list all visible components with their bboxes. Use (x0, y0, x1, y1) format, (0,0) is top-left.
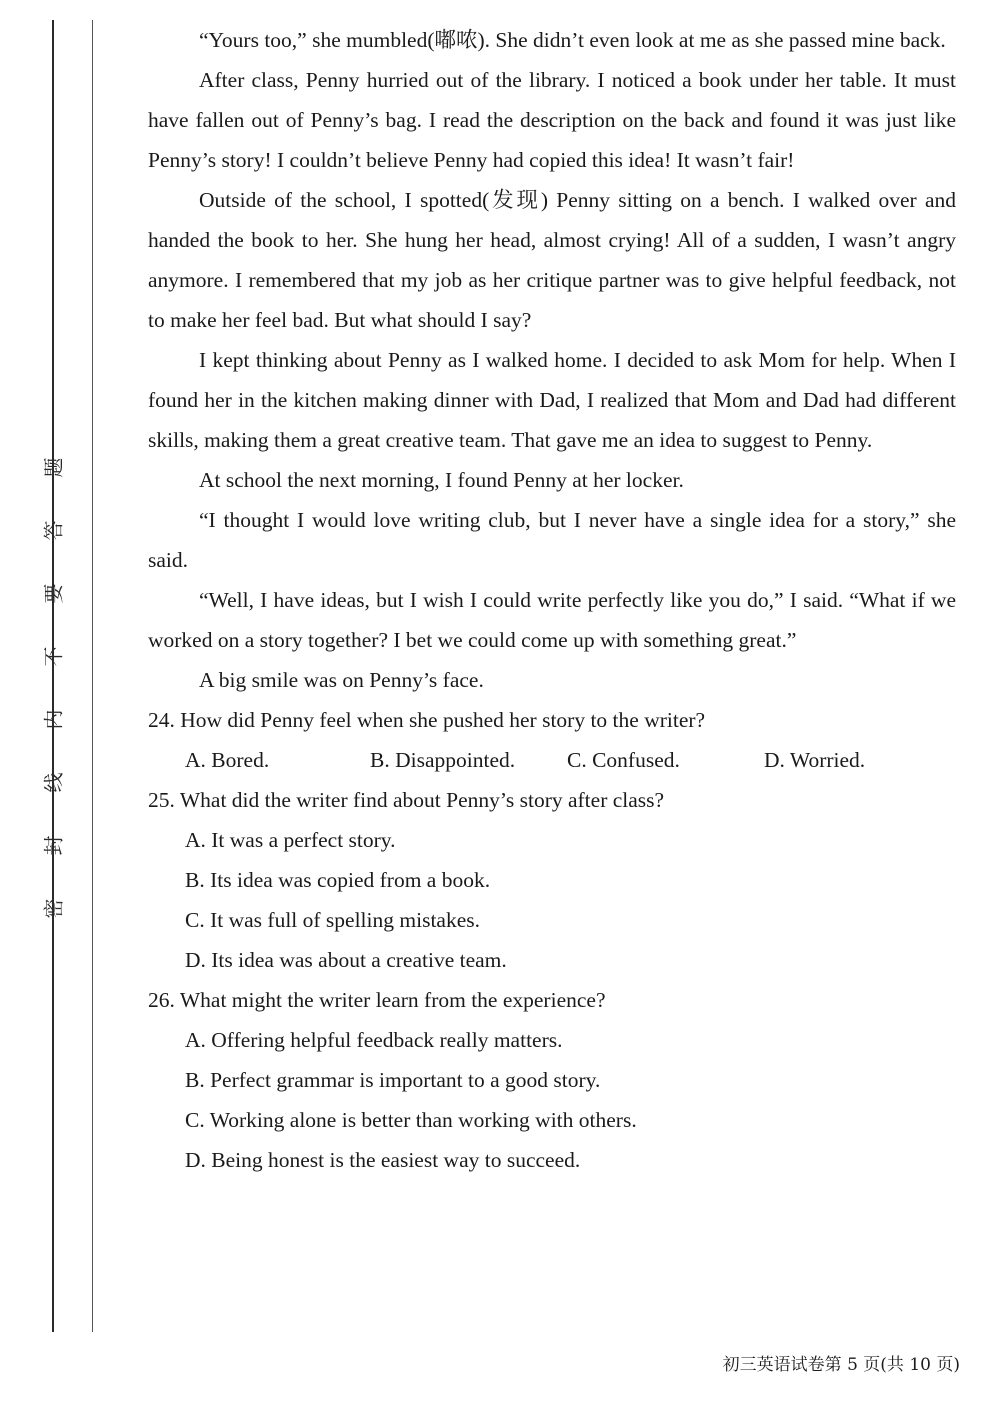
seal-char: 要 (41, 583, 66, 604)
page-footer: 初三英语试卷第 5 页(共 10 页) (722, 1355, 960, 1375)
seal-char: 题 (41, 457, 66, 478)
option-d: D. Being honest is the easiest way to succeed. (185, 1148, 581, 1172)
option-c: C. Working alone is better than working with others. (185, 1108, 637, 1132)
question-stem: 26. What might the writer learn from the experience? (148, 988, 606, 1012)
question-24 (148, 700, 956, 780)
option-a: A. Bored. (185, 748, 270, 772)
passage-paragraph: “Yours too,” she mumbled(嘟哝). She didn’t even look at me as she passed mine back. (199, 28, 946, 52)
seal-warning-text (41, 436, 90, 940)
question-stem: 24. How did Penny feel when she pushed her story to the writer? (148, 708, 706, 732)
passage-paragraph: A big smile was on Penny’s face. (199, 668, 484, 692)
seal-char: 线 (41, 772, 66, 793)
seal-char: 内 (41, 709, 66, 730)
seal-char: 答 (41, 520, 66, 541)
passage-paragraph: Outside of the school, I spotted(发现) Penny sitting on a bench. I walked over and handed the book to her. She hung her head, almost crying! All of a sudden, I wasn’t angry anymore. I remembered that my job as her critique partner was to give helpful feedback, not to make her feel bad. But what should I say? (148, 188, 956, 332)
passage-paragraph: “Well, I have ideas, but I wish I could write perfectly like you do,” I said. “What if we worked on a story together? I bet we could come up with something great.” (148, 588, 956, 652)
seal-char: 密 (41, 898, 66, 919)
passage-paragraph: I kept thinking about Penny as I walked home. I decided to ask Mom for help. When I found her in the kitchen making dinner with Dad, I realized that Mom and Dad had different skills, making them a great creative team. That gave me an idea to suggest to Penny. (148, 348, 956, 452)
passage-paragraph: After class, Penny hurried out of the library. I noticed a book under her table. It must have fallen out of Penny’s bag. I read the description on the back and found it was just like Penny’s story! I couldn’t believe Penny had copied this idea! It wasn’t fair! (148, 68, 956, 172)
question-25 (148, 780, 956, 980)
option-d: D. Worried. (764, 748, 866, 772)
main-content (148, 20, 956, 1180)
question-26 (148, 980, 956, 1180)
passage-paragraph: “I thought I would love writing club, but I never have a single idea for a story,” she said. (148, 508, 956, 572)
seal-binding-area (0, 0, 150, 1403)
seal-char: 封 (41, 835, 66, 856)
option-b: B. Its idea was copied from a book. (185, 868, 491, 892)
option-c: C. It was full of spelling mistakes. (185, 908, 480, 932)
seal-line-inner (92, 20, 93, 1332)
option-c: C. Confused. (567, 748, 680, 772)
option-b: B. Disappointed. (370, 748, 516, 772)
question-stem: 25. What did the writer find about Penny’s story after class? (148, 788, 665, 812)
seal-char: 不 (41, 646, 66, 667)
passage-paragraph: At school the next morning, I found Penny at her locker. (199, 468, 684, 492)
question-options (148, 740, 956, 780)
option-a: A. It was a perfect story. (185, 828, 396, 852)
option-a: A. Offering helpful feedback really matters. (185, 1028, 563, 1052)
option-d: D. Its idea was about a creative team. (185, 948, 507, 972)
option-b: B. Perfect grammar is important to a good story. (185, 1068, 601, 1092)
seal-line-outer (52, 20, 54, 1332)
